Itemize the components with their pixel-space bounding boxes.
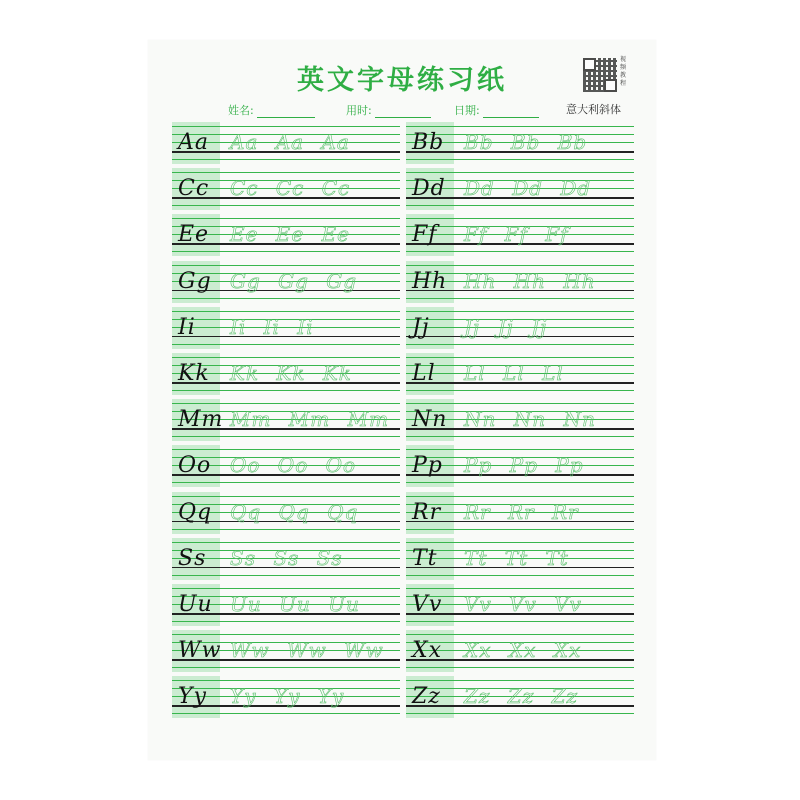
guide-line xyxy=(172,449,400,450)
qr-code-icon xyxy=(583,58,617,92)
model-letters: Hh xyxy=(412,268,448,294)
trace-letters[interactable]: Yy Yy Yy xyxy=(230,684,345,709)
model-letters: Jj xyxy=(412,314,430,340)
model-letters: Vv xyxy=(412,592,443,617)
name-label: 姓名: xyxy=(228,104,254,117)
guide-line xyxy=(406,390,634,391)
guide-line xyxy=(406,344,634,345)
trace-letters[interactable]: Ii Ii Ii xyxy=(230,314,314,339)
trace-letters[interactable]: Oo Oo Oo xyxy=(230,453,357,478)
guide-line xyxy=(406,529,634,530)
model-letters: Tt xyxy=(412,545,438,571)
guide-line xyxy=(406,634,634,635)
trace-letters[interactable]: Kk Kk Kk xyxy=(230,361,352,385)
guide-line xyxy=(172,436,400,437)
guide-line xyxy=(172,205,400,206)
model-letters: Ss xyxy=(178,545,207,571)
guide-line xyxy=(172,496,400,497)
model-letters: Qq xyxy=(178,499,213,525)
guide-line xyxy=(406,126,634,127)
time-label: 用时: xyxy=(346,104,372,117)
guide-line xyxy=(406,667,634,668)
guide-line xyxy=(406,205,634,206)
trace-letters[interactable]: Dd Dd Dd xyxy=(464,176,592,201)
model-letters: Pp xyxy=(412,453,443,479)
model-letters: Xx xyxy=(412,638,443,664)
model-letters: Ii xyxy=(178,314,196,340)
letter-row xyxy=(406,443,634,488)
trace-letters[interactable]: Tt Tt Tt xyxy=(464,545,569,570)
model-letters: Mm xyxy=(178,407,224,433)
guide-line xyxy=(406,680,634,681)
guide-line xyxy=(172,588,400,589)
model-letters: Aa xyxy=(178,130,210,155)
guide-line xyxy=(406,621,634,622)
trace-letters[interactable]: Nn Nn Nn xyxy=(464,407,596,432)
letter-row xyxy=(406,259,634,304)
letter-row xyxy=(406,120,634,165)
letter-row xyxy=(406,351,634,396)
letter-row xyxy=(406,212,634,257)
date-field xyxy=(454,102,539,118)
guide-line xyxy=(406,449,634,450)
guide-line xyxy=(172,311,400,312)
model-letters: Yy xyxy=(178,684,207,710)
guide-line xyxy=(406,265,634,266)
guide-line xyxy=(406,575,634,576)
letter-row xyxy=(172,628,400,673)
qr-label: 视频教程 xyxy=(620,56,627,87)
guide-line xyxy=(172,172,400,173)
model-letters: Bb xyxy=(412,130,445,155)
guide-line xyxy=(172,713,400,714)
trace-letters[interactable]: Hh Hh Hh xyxy=(464,268,596,293)
trace-letters[interactable]: Ll Ll Ll xyxy=(464,361,564,385)
guide-line xyxy=(172,344,400,345)
trace-letters[interactable]: Cc Cc Cc xyxy=(230,176,351,201)
trace-letters[interactable]: Gg Gg Gg xyxy=(230,268,358,293)
guide-line xyxy=(172,218,400,219)
guide-line xyxy=(172,298,400,299)
time-field xyxy=(346,102,431,118)
guide-line xyxy=(172,482,400,483)
sheet-title: 英文字母练习纸 xyxy=(297,65,507,96)
guide-line xyxy=(172,621,400,622)
model-letters: Ff xyxy=(412,222,438,248)
trace-letters[interactable]: Aa Aa Aa xyxy=(230,130,350,154)
guide-line xyxy=(172,265,400,266)
model-letters: Oo xyxy=(178,453,212,479)
guide-line xyxy=(406,251,634,252)
model-letters: Nn xyxy=(412,407,448,433)
guide-line xyxy=(406,311,634,312)
guide-line xyxy=(406,403,634,404)
guide-line xyxy=(172,126,400,127)
guide-line xyxy=(172,667,400,668)
letter-row xyxy=(172,259,400,304)
letter-row xyxy=(406,628,634,673)
guide-line xyxy=(406,298,634,299)
guide-line xyxy=(172,575,400,576)
date-label: 日期: xyxy=(454,104,480,117)
letter-row xyxy=(406,536,634,581)
letter-row xyxy=(172,536,400,581)
model-letters: Rr xyxy=(412,499,442,525)
letter-row xyxy=(172,397,400,442)
letter-row xyxy=(406,397,634,442)
guide-line xyxy=(406,542,634,543)
letter-row xyxy=(172,120,400,165)
guide-line xyxy=(172,251,400,252)
trace-letters[interactable]: Rr Rr Rr xyxy=(464,499,579,524)
trace-letters[interactable]: Ee Ee Ee xyxy=(230,222,351,247)
model-letters: Ww xyxy=(178,638,222,664)
trace-letters[interactable]: Jj Jj Jj xyxy=(464,314,548,339)
letter-row xyxy=(172,490,400,535)
letter-row xyxy=(172,166,400,211)
model-letters: Cc xyxy=(178,176,210,202)
model-letters: Ll xyxy=(412,361,436,386)
guide-line xyxy=(172,159,400,160)
letter-row xyxy=(172,351,400,396)
guide-line xyxy=(406,482,634,483)
date-blank xyxy=(483,107,539,118)
guide-line xyxy=(172,390,400,391)
model-letters: Uu xyxy=(178,592,213,617)
guide-line xyxy=(406,436,634,437)
trace-letters[interactable]: Bb Bb Bb xyxy=(464,130,588,154)
trace-letters[interactable]: Ww Ww Ww xyxy=(230,638,384,663)
trace-letters[interactable]: Vv Vv Vv xyxy=(464,592,582,616)
trace-letters[interactable]: Qq Qq Qq xyxy=(230,499,359,524)
letter-row xyxy=(406,305,634,350)
guide-line xyxy=(406,496,634,497)
guide-line xyxy=(172,529,400,530)
guide-line xyxy=(172,542,400,543)
trace-letters[interactable]: Ss Ss Ss xyxy=(230,545,343,570)
letter-row xyxy=(172,674,400,719)
model-letters: Kk xyxy=(178,361,210,386)
guide-line xyxy=(406,172,634,173)
guide-line xyxy=(172,634,400,635)
practice-sheet xyxy=(148,40,656,760)
letter-row xyxy=(406,166,634,211)
guide-line xyxy=(406,588,634,589)
letter-row xyxy=(172,212,400,257)
model-letters: Gg xyxy=(178,268,212,294)
letter-row xyxy=(172,582,400,627)
letter-row xyxy=(172,443,400,488)
letter-row xyxy=(406,674,634,719)
guide-line xyxy=(172,357,400,358)
trace-letters[interactable]: Uu Uu Uu xyxy=(230,592,360,616)
guide-line xyxy=(172,680,400,681)
guide-line xyxy=(406,357,634,358)
letter-row xyxy=(406,582,634,627)
trace-letters[interactable]: Mm Mm Mm xyxy=(230,407,390,432)
guide-line xyxy=(172,403,400,404)
trace-letters[interactable]: Pp Pp Pp xyxy=(464,453,584,478)
time-blank xyxy=(375,107,431,118)
guide-line xyxy=(406,218,634,219)
trace-letters[interactable]: Xx Xx Xx xyxy=(464,638,582,663)
trace-letters[interactable]: Ff Ff Ff xyxy=(464,222,569,247)
font-style-label: 意大利斜体 xyxy=(566,103,621,116)
model-letters: Ee xyxy=(178,222,210,248)
letter-row xyxy=(172,305,400,350)
letter-row xyxy=(406,490,634,535)
name-field xyxy=(228,102,315,118)
name-blank xyxy=(257,107,315,118)
trace-letters[interactable]: Zz Zz Zz xyxy=(464,684,579,709)
guide-line xyxy=(406,713,634,714)
model-letters: Zz xyxy=(412,684,441,710)
model-letters: Dd xyxy=(412,176,446,202)
guide-line xyxy=(406,159,634,160)
